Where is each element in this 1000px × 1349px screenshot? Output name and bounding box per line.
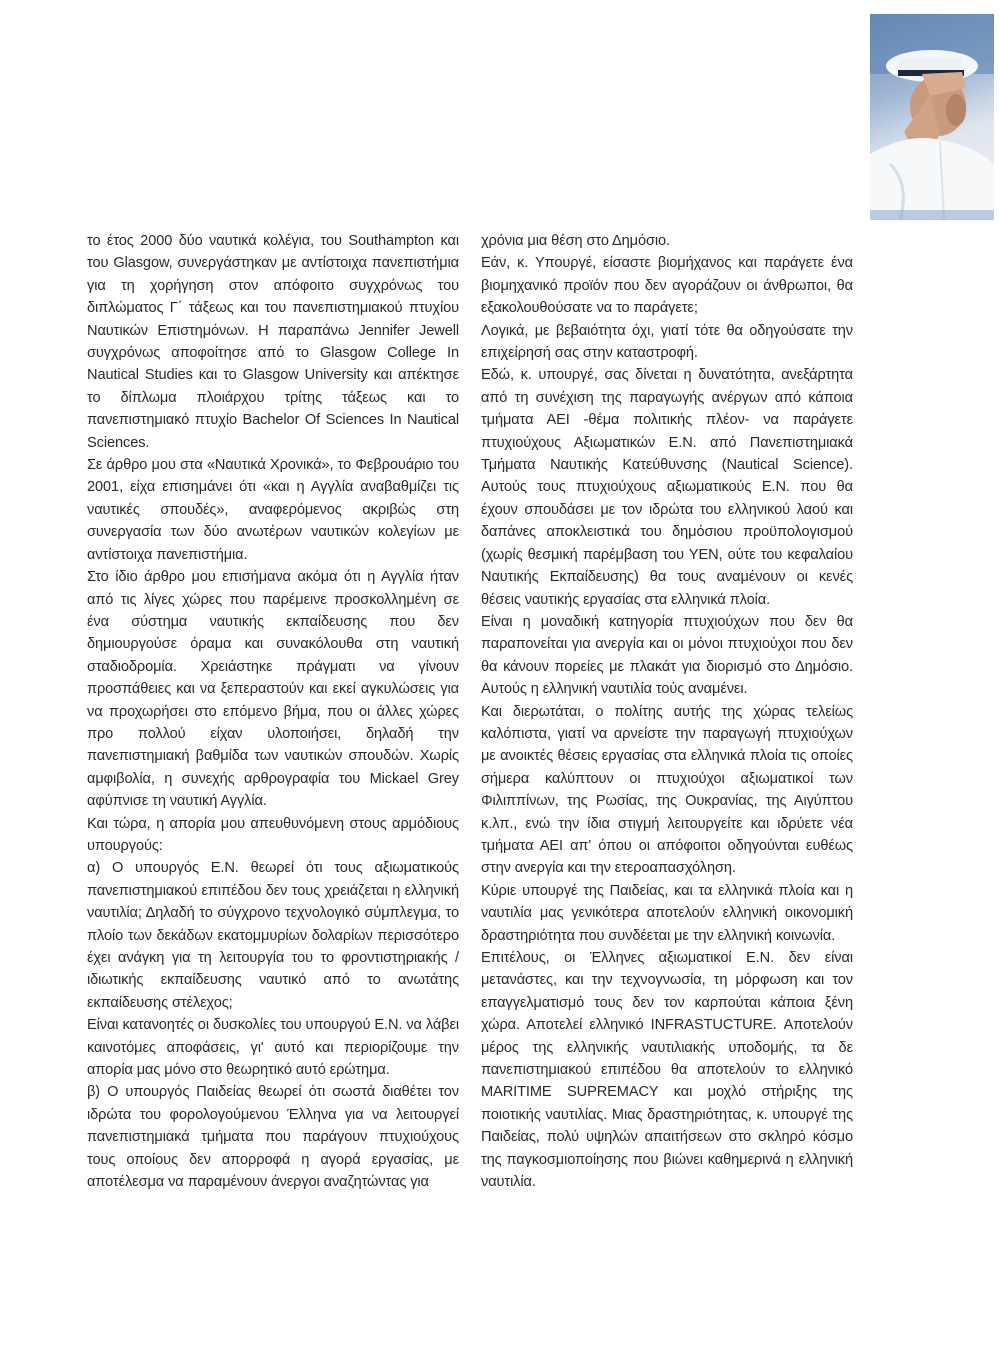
saluting-officer-icon — [870, 14, 994, 220]
paragraph: Σε άρθρο μου στα «Ναυτικά Χρονικά», το Φεβρουάριο του 2001, είχα επισημάνει ότι «και η Αγγλία αναβαθμίζει τις ναυτικές σπουδές», αναφερόμενος ακριβώς στη συνεργασία των δύο ανωτέρων ναυτικών κολεγίων με αντίστοιχα πανεπιστήμια. — [87, 457, 459, 563]
saluting-officer-photo — [870, 14, 994, 220]
paragraph: Εδώ, κ. υπουργέ, σας δίνεται η δυνατότητα, ανεξάρτητα από τη συνέχιση της παραγωγής ανέργων από κάποια τμήματα ΑΕΙ -θέμα πολιτικής πλέον- να παράγετε πτυχιούχους Αξιωματικών Ε.Ν. από Πανεπιστημιακά Τμήματα Ναυτικής Κατεύθυνσης (Nautical Science). Αυτούς τους πτυχιούχους αξιωματικούς Ε.Ν. που θα έχουν σπουδάσει με τον ιδρώτα του ελληνικού λαού και δαπάνες αποκλειστικά του δημόσιου προϋπολογισμού (χωρίς θεσμική παρέμβαση του ΥΕΝ, ούτε του κεφαλαίου Ναυτικής Εκπαίδευσης) θα τους αναμένουν οι κενές θέσεις ναυτικής εργασίας στα ελληνικά πλοία. — [481, 367, 853, 608]
paragraph: Είναι κατανοητές οι δυσκολίες του υπουργού Ε.Ν. να λάβει καινοτόμες αποφάσεις, γι' αυτό και περιορίζουμε την απορία μας μόνο στο θεωρητικό αυτό ερώτημα. — [87, 1017, 459, 1079]
paragraph: Κύριε υπουργέ της Παιδείας, και τα ελληνικά πλοία και η ναυτιλία μας γενικότερα αποτελούν ελληνική οικονομική δραστηριότητα που συνδέεται με την ελληνική κοινωνία. — [481, 882, 853, 944]
paragraph: Και διερωτάται, ο πολίτης αυτής της χώρας τελείως καλόπιστα, γιατί να αρνείστε την παραγωγή πτυχιούχων με ανοικτές θέσεις εργασίας στα ελληνικά πλοία τις οποίες σήμερα καλύπτουν οι πτυχιούχοι αξιωματικοί των Φιλιππίνων, της Ρωσίας, της Ουκρανίας, της Αιγύπτου κ.λπ., ενώ την ίδια στιγμή λειτουργείτε και ιδρύετε νέα τμήματα ΑΕΙ απ' όπου οι απόφοιτοι οδηγούνται ευθέως στην ανεργία και την ετεροαπασχόληση. — [481, 703, 853, 877]
left-column — [87, 230, 459, 1193]
paragraph: Στο ίδιο άρθρο μου επισήμανα ακόμα ότι η Αγγλία ήταν από τις λίγες χώρες που παρέμεινε προσκολλημένη σε ένα σύστημα ναυτικής εκπαίδευσης που δεν δημιουργούσε όραμα και συνακόλουθα στη ναυτική σταδιοδρομία. Χρειάστηκε πράγματι να γίνουν προσπάθειες και να ξεπεραστούν και εκεί αγκυλώσεις για να προχωρήσει στο επόμενο βήμα, που οι άλλες χώρες προ πολλού είχαν υλοποιήσει, δηλαδή την πανεπιστημιακή βαθμίδα των ναυτικών σπουδών. Χωρίς αμφιβολία, η συνεχής αρθρογραφία του Mickael Grey αφύπνισε τη ναυτική Αγγλία. — [87, 569, 459, 810]
paragraph: Και τώρα, η απορία μου απευθυνόμενη στους αρμόδιους υπουργούς: — [87, 815, 459, 854]
paragraph: Είναι η μοναδική κατηγορία πτυχιούχων που δεν θα παραπονείται για ανεργία και οι μόνοι πτυχιούχοι που δεν θα κάνουν πορείες με πλακάτ για διορισμό στο Δημόσιο. Αυτούς η ελληνική ναυτιλία τούς αναμένει. — [481, 613, 853, 698]
paragraph: Λογικά, με βεβαιότητα όχι, γιατί τότε θα οδηγούσατε την επιχείρησή σας στην καταστροφή. — [481, 322, 853, 362]
paragraph: β) Ο υπουργός Παιδείας θεωρεί ότι σωστά διαθέτει τον ιδρώτα του φορολογούμενου Έλληνα για να λειτουργεί πανεπιστημιακά τμήματα που παράγουν πτυχιούχους τους οποίους δεν απορροφά η αγορά εργασίας, με αποτέλεσμα να παραμένουν άνεργοι αναζητώντας για — [87, 1084, 459, 1191]
paragraph: Εάν, κ. Υπουργέ, είσαστε βιομήχανος και παράγετε ένα βιομηχανικό προϊόν που δεν αγοράζουν οι άνθρωποι, θα εξακολουθούσατε να το παράγετε; — [481, 255, 853, 317]
paragraph: το έτος 2000 δύο ναυτικά κολέγια, του Southampton και του Glasgow, συνεργάστηκαν με αντίστοιχα πανεπιστήμια για τη χορήγηση στον απόφοιτο συγχρόνως του διπλώματος Γ΄ τάξεως και του πανεπιστημιακού πτυχίου Ναυτικών Επιστημόνων. Η παραπάνω Jennifer Jewell συγχρόνως αποφοίτησε από το Glasgow College In Nautical Studies και το Glasgow University και απέκτησε το δίπλωμα πλοιάρχου τρίτης τάξεως και το πανεπιστημιακό πτυχίο Bachelor Of Sciences In Nautical Sciences. — [87, 233, 459, 451]
right-column — [481, 230, 853, 1193]
paragraph: χρόνια μια θέση στο Δημόσιο. — [481, 233, 670, 249]
paragraph: α) Ο υπουργός Ε.Ν. θεωρεί ότι τους αξιωματικούς πανεπιστημιακού επιπέδου δεν τους χρειάζεται η ελληνική ναυτιλία; Δηλαδή το σύγχρονο τεχνολογικό σύμπλεγμα, το πλοίο των δεκάδων εκατομμυρίων δολαρίων περισσότερο έχει ανάγκη για τη λειτουργία του το φροντιστηριακής / ιδιωτικής εκπαίδευσης ναυτικό από το ανωτάτης εκπαίδευσης στέλεχος; — [87, 860, 459, 1011]
paragraph: Επιτέλους, οι Έλληνες αξιωματικοί Ε.Ν. δεν είναι μετανάστες, και την τεχνογνωσία, τη μόρφωση και τον επαγγελματισμό τους δεν τον καρπούται κάποια ξένη χώρα. Αποτελεί ελληνικό INFRASTUCTURE. Αποτελούν μέρος της ελληνικής ναυτιλιακής υποδομής, τα δε πανεπιστημιακού επιπέδου θα αποτελούν το ελληνικό MARITIME SUPREMACY και μοχλό στήριξης της ποιοτικής ναυτιλίας. Μιας δραστηριότητας, κ. υπουργέ της Παιδείας, πολύ υψηλών απαιτήσεων στο σκληρό κόσμο της παγκοσμιοποίησης που βιώνει καθημερινά η ελληνική ναυτιλία. — [481, 950, 853, 1191]
